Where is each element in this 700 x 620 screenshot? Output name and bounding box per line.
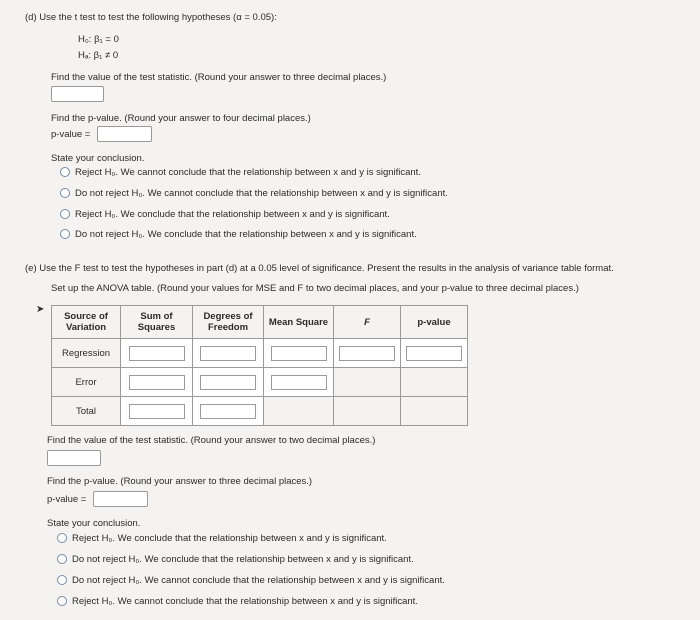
anova-table [51, 305, 468, 426]
error-ss-input[interactable] [129, 375, 185, 390]
e-option-3-label[interactable]: Do not reject H₀. We cannot conclude that the relationship between x and y is significant. [72, 575, 445, 586]
total-row [52, 397, 468, 426]
d-pvalue-input[interactable] [97, 126, 152, 142]
total-pvalue-empty [401, 397, 468, 426]
e-stat-prompt: Find the value of the test statistic. (Round your answer to two decimal places.) [47, 435, 376, 446]
part-e-heading: (e) Use the F test to test the hypotheses in part (d) at a 0.05 level of significance. Present the results in the analysis of variance table format. [25, 263, 614, 274]
header-f: F [334, 306, 401, 339]
e-option-3-radio[interactable] [57, 575, 67, 585]
total-ss-input[interactable] [129, 404, 185, 419]
header-source: Source of Variation [52, 306, 121, 339]
error-pvalue-empty [401, 368, 468, 397]
e-option-2-label[interactable]: Do not reject H₀. We conclude that the relationship between x and y is significant. [72, 554, 414, 565]
d-option-2-label[interactable]: Do not reject H₀. We cannot conclude that the relationship between x and y is significant. [75, 188, 448, 199]
row-label-total: Total [52, 397, 121, 426]
error-f-empty [334, 368, 401, 397]
d-option-2-radio[interactable] [60, 188, 70, 198]
total-df-input[interactable] [200, 404, 256, 419]
e-option-2-radio[interactable] [57, 554, 67, 564]
regression-df-input[interactable] [200, 346, 256, 361]
e-conclusion-prompt: State your conclusion. [47, 518, 141, 529]
d-option-3-radio[interactable] [60, 209, 70, 219]
header-degrees-of-freedom: Degrees of Freedom [193, 306, 264, 339]
d-pvalue-prompt: Find the p-value. (Round your answer to four decimal places.) [51, 113, 311, 124]
d-option-3-label[interactable]: Reject H₀. We conclude that the relationship between x and y is significant. [75, 209, 390, 220]
d-pvalue-label: p-value = [51, 129, 91, 140]
e-pvalue-input[interactable] [93, 491, 148, 507]
regression-ms-input[interactable] [271, 346, 327, 361]
d-option-1-radio[interactable] [60, 167, 70, 177]
d-option-1-label[interactable]: Reject H₀. We cannot conclude that the relationship between x and y is significant. [75, 167, 421, 178]
e-option-1-label[interactable]: Reject H₀. We conclude that the relationship between x and y is significant. [72, 533, 387, 544]
d-option-4-label[interactable]: Do not reject H₀. We conclude that the relationship between x and y is significant. [75, 229, 417, 240]
header-mean-square: Mean Square [264, 306, 334, 339]
d-conclusion-prompt: State your conclusion. [51, 153, 145, 164]
error-df-input[interactable] [200, 375, 256, 390]
regression-f-input[interactable] [339, 346, 395, 361]
e-option-1-radio[interactable] [57, 533, 67, 543]
d-test-statistic-input[interactable] [51, 86, 104, 102]
alternative-hypothesis: Hₐ: β₁ ≠ 0 [78, 50, 119, 61]
part-d-heading: (d) Use the t test to test the following hypotheses (α = 0.05): [25, 12, 277, 23]
header-sum-of-squares: Sum of Squares [121, 306, 193, 339]
e-test-statistic-input[interactable] [47, 450, 101, 466]
anova-header-row [52, 306, 468, 339]
row-label-regression: Regression [52, 339, 121, 368]
total-ms-empty [264, 397, 334, 426]
error-ms-input[interactable] [271, 375, 327, 390]
error-row [52, 368, 468, 397]
row-label-error: Error [52, 368, 121, 397]
e-pvalue-prompt: Find the p-value. (Round your answer to three decimal places.) [47, 476, 313, 487]
regression-row [52, 339, 468, 368]
e-option-4-label[interactable]: Reject H₀. We cannot conclude that the relationship between x and y is significant. [72, 596, 418, 607]
regression-ss-input[interactable] [129, 346, 185, 361]
total-f-empty [334, 397, 401, 426]
d-option-4-radio[interactable] [60, 229, 70, 239]
cursor-arrow-icon: ➤ [36, 304, 45, 315]
header-pvalue: p-value [401, 306, 468, 339]
e-pvalue-label: p-value = [47, 494, 87, 505]
regression-pvalue-input[interactable] [406, 346, 462, 361]
d-stat-prompt: Find the value of the test statistic. (Round your answer to three decimal places.) [51, 72, 387, 83]
null-hypothesis: H₀: β₁ = 0 [78, 34, 119, 45]
e-option-4-radio[interactable] [57, 596, 67, 606]
part-e-subheading: Set up the ANOVA table. (Round your values for MSE and F to two decimal places, and your p-value to three decimal places.) [51, 283, 579, 294]
